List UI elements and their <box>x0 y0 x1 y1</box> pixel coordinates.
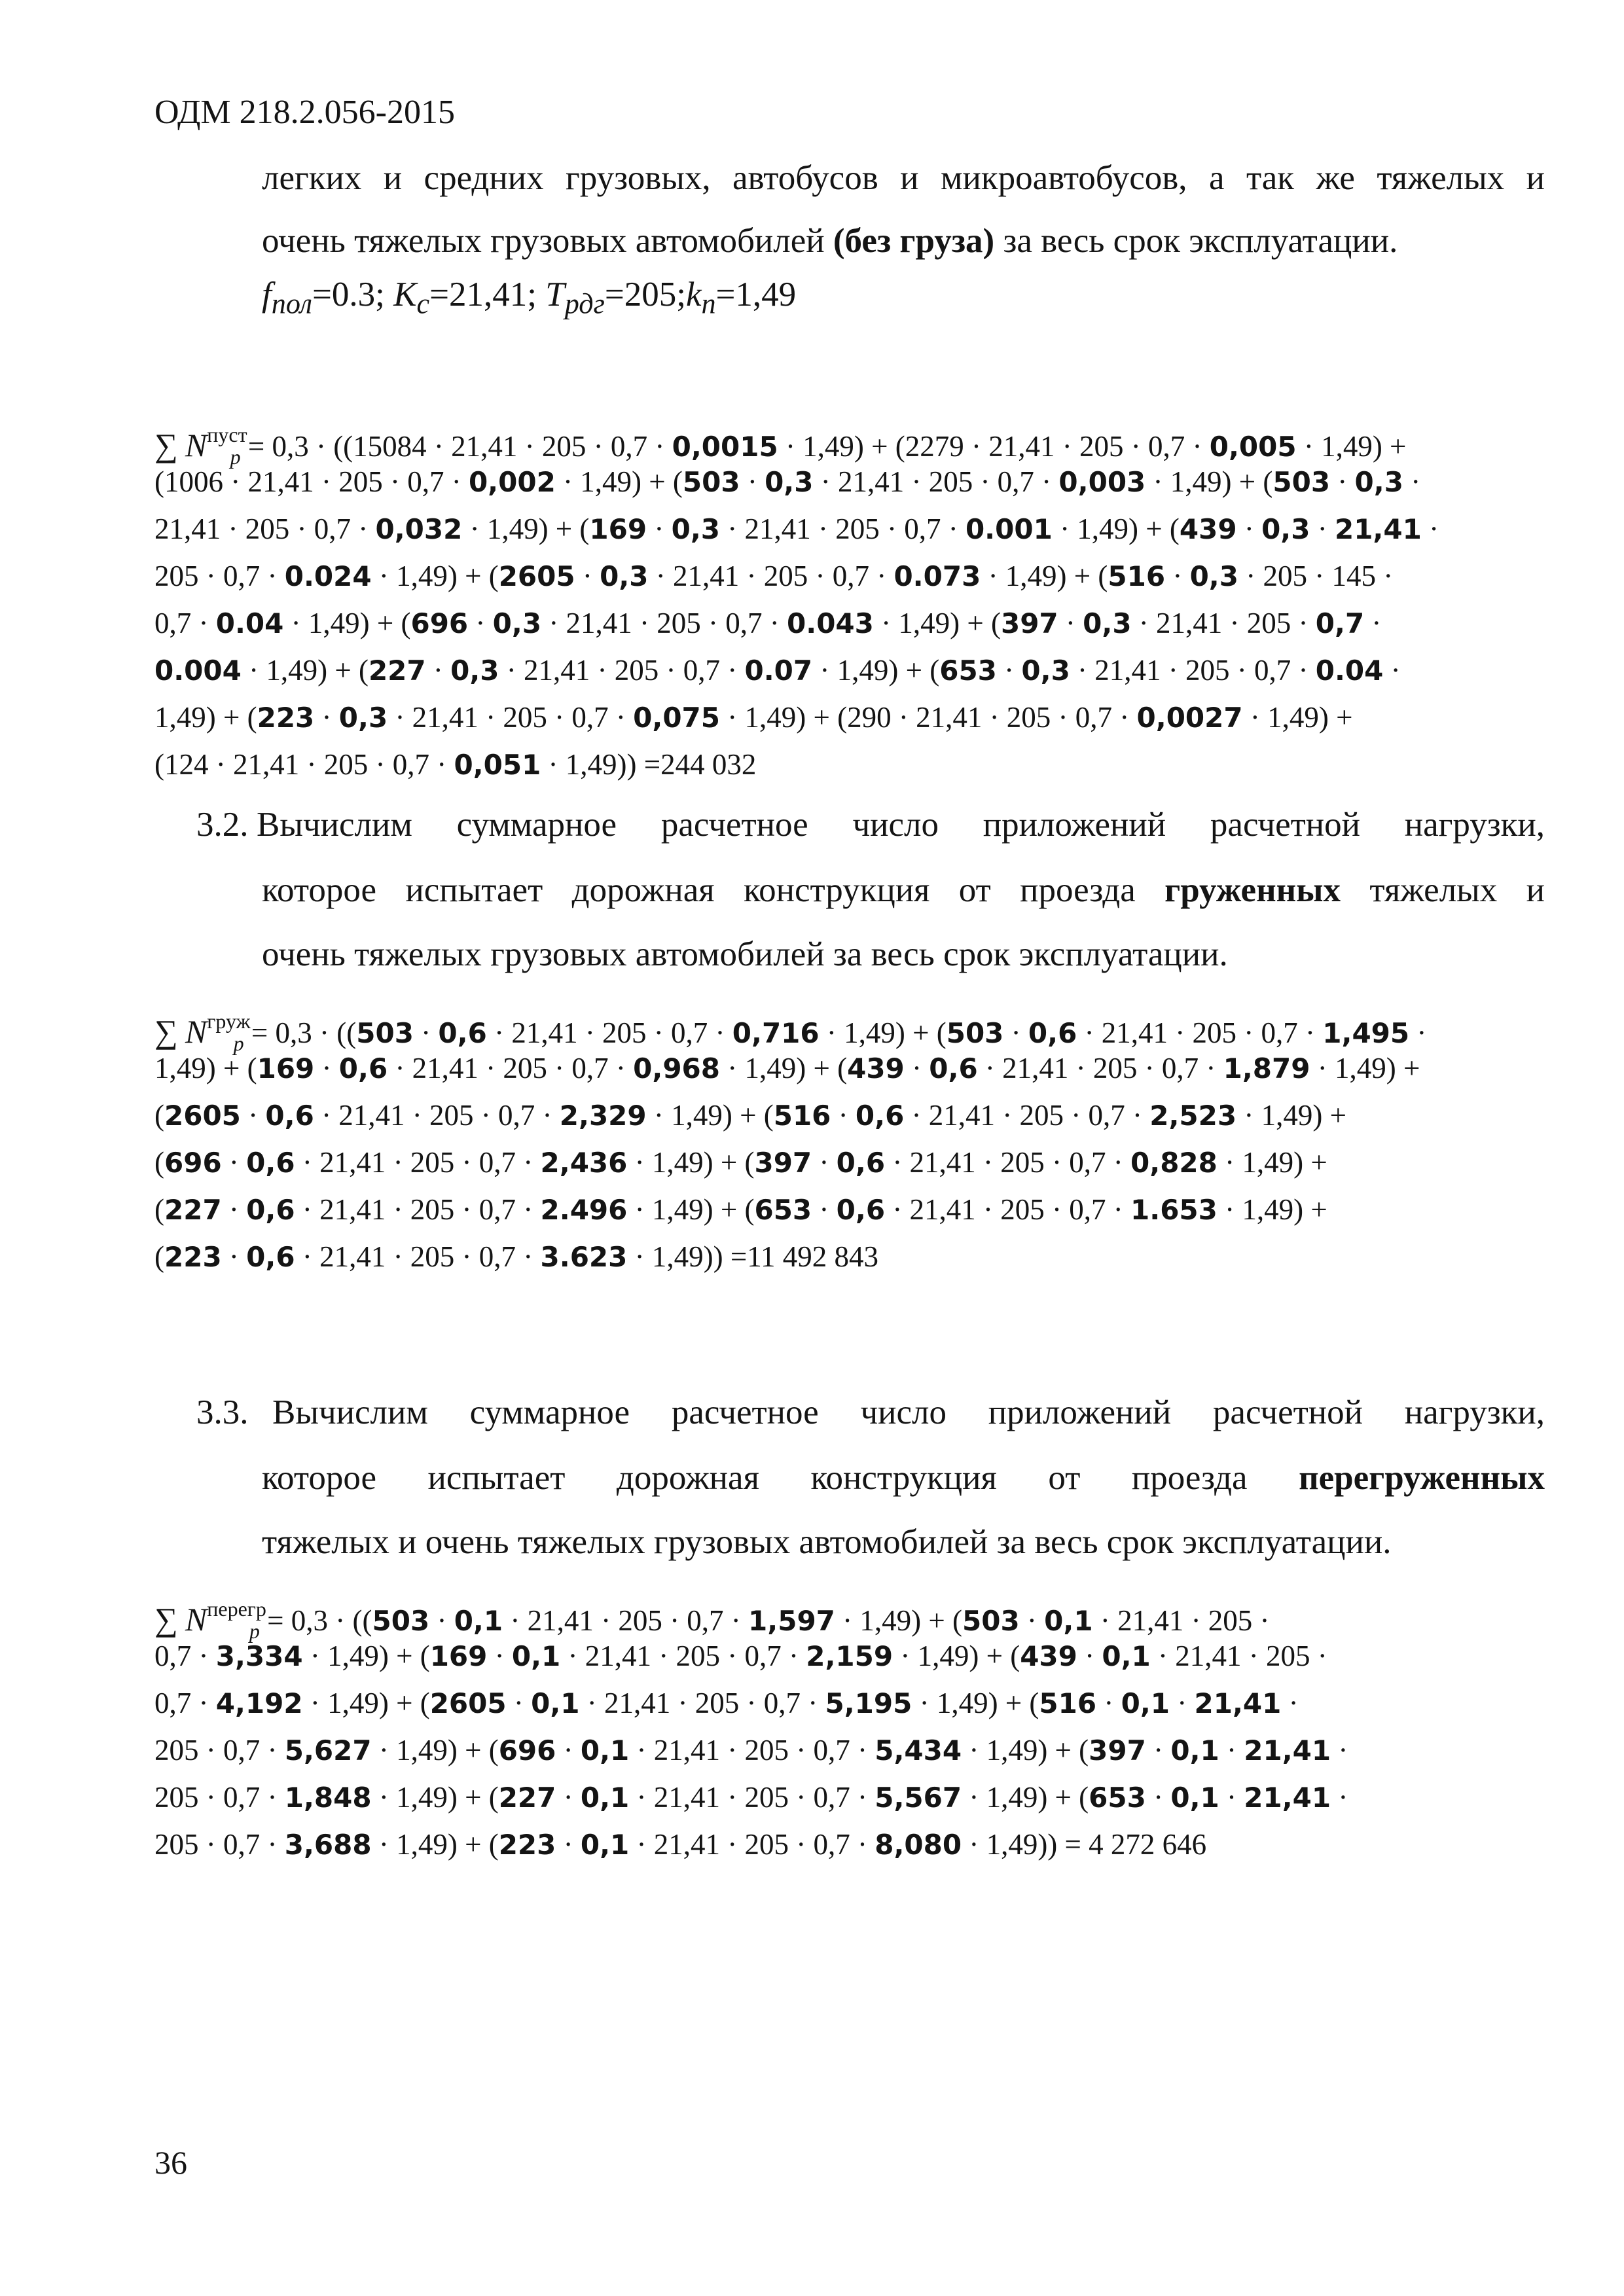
equation-line: ∑ $N^{груж}_p = 0,3 \cdot ((503 \cdot 0,6 \cdot 21,41 \cdot 205 \cdot 0,7 \cdot 0,716 \cdot 1,49) + (503 \cdot 0,6 \cdot 21,41 \cdot 205 \cdot 0,7 \cdot 1,495$ · <box>154 1009 1427 1055</box>
document-header: ОДМ 218.2.056-2015 <box>154 94 455 131</box>
equation-line: 0,7 · 3,334 · 1,49) + (169 · 0,1 · 21,41 · 205 · 0,7 · 2,159 · 1,49) + (439 · 0,1 · 21,41 · 205 · <box>154 1640 1327 1672</box>
equation-line: (124 · 21,41 · 205 · 0,7 · 0,051 · 1,49)) =244 032 <box>154 748 757 781</box>
equation-line: 21,41 · 205 · 0,7 · 0,032 · 1,49) + (169 · 0,3 · 21,41 · 205 · 0,7 · 0.001 · 1,49) + (439 · 0,3 · 21,41 · <box>154 512 1439 545</box>
sum-symbol: ∑ <box>154 1013 178 1050</box>
section-3-3-number: 3.3. <box>196 1393 249 1431</box>
equation-line: (223 · 0,6 · 21,41 · 205 · 0,7 · 3.623 · 1,49)) =11 492 843 <box>154 1240 879 1273</box>
equation-line: 205 · 0,7 · 1,848 · 1,49) + (227 · 0,1 · 21,41 · 205 · 0,7 · 5,567 · 1,49) + (653 · 0,1 · 21,41 · <box>154 1781 1348 1814</box>
sum-symbol: ∑ <box>154 427 178 463</box>
intro-line-2: очень тяжелых грузовых автомобилей (без груза) за весь срок эксплуатации. <box>262 222 1398 260</box>
section-3-3-line-1: Вычислим суммарное расчетное число приложений расчетной нагрузки, <box>272 1393 1545 1431</box>
equation-loaded <box>154 997 1555 1280</box>
section-3-2-line-1: Вычислим суммарное расчетное число приложений расчетной нагрузки, <box>257 806 1545 844</box>
equation-line: (1006 · 21,41 · 205 · 0,7 · 0,002 · 1,49) + (503 · 0,3 · 21,41 · 205 · 0,7 · 0,003 · 1,49) + (503 · 0,3 · <box>154 465 1421 498</box>
section-3-2-line-2: которое испытает дорожная конструкция от проезда груженных тяжелых и <box>262 871 1545 909</box>
equation-line: 1,49) + (169 · 0,6 · 21,41 · 205 · 0,7 · 0,968 · 1,49) + (439 · 0,6 · 21,41 · 205 · 0,7 · 1,879 · 1,49) + <box>154 1052 1420 1085</box>
equation-line: 205 · 0,7 · 3,688 · 1,49) + (223 · 0,1 · 21,41 · 205 · 0,7 · 8,080 · 1,49)) = 4 272 646 <box>154 1828 1207 1861</box>
equation-line: (227 · 0,6 · 21,41 · 205 · 0,7 · 2.496 · 1,49) + (653 · 0,6 · 21,41 · 205 · 0,7 · 1.653 · 1,49) + <box>154 1193 1327 1226</box>
equation-line: (2605 · 0,6 · 21,41 · 205 · 0,7 · 2,329 · 1,49) + (516 · 0,6 · 21,41 · 205 · 0,7 · 2,523 · 1,49) + <box>154 1099 1346 1132</box>
equation-line: 205 · 0,7 · 0.024 · 1,49) + (2605 · 0,3 · 21,41 · 205 · 0,7 · 0.073 · 1,49) + (516 · 0,3 · 205 · 145 · <box>154 560 1394 592</box>
section-3-2-number: 3.2. <box>196 806 249 844</box>
section-3-3-line-3: тяжелых и очень тяжелых грузовых автомобилей за весь срок эксплуатации. <box>262 1523 1392 1561</box>
equation-line: 0.004 · 1,49) + (227 · 0,3 · 21,41 · 205 · 0,7 · 0.07 · 1,49) + (653 · 0,3 · 21,41 · 205 · 0,7 · 0.04 · <box>154 654 1401 687</box>
equation-empty <box>154 411 1555 788</box>
equation-line: 205 · 0,7 · 5,627 · 1,49) + (696 · 0,1 · 21,41 · 205 · 0,7 · 5,434 · 1,49) + (397 · 0,1 · 21,41 · <box>154 1734 1348 1767</box>
intro-line-1: легких и средних грузовых, автобусов и микроавтобусов, а так же тяжелых и <box>262 159 1545 197</box>
equation-line: 1,49) + (223 · 0,3 · 21,41 · 205 · 0,7 · 0,075 · 1,49) + (290 · 21,41 · 205 · 0,7 · 0,0027 · 1,49) + <box>154 701 1353 734</box>
sum-symbol: ∑ <box>154 1601 178 1638</box>
equation-overloaded <box>154 1585 1555 1868</box>
intro-bold-phrase: (без груза) <box>833 222 995 260</box>
equation-line: ∑ $N^{перегр}_p = 0,3 \cdot ((503 \cdot 0,1 \cdot 21,41 \cdot 205 \cdot 0,7 \cdot 1,597 \cdot 1,49) + (503 \cdot 0,1 \cdot 21,41 \cdot 205$ · <box>154 1597 1270 1643</box>
equation-line: (696 · 0,6 · 21,41 · 205 · 0,7 · 2,436 · 1,49) + (397 · 0,6 · 21,41 · 205 · 0,7 · 0,828 · 1,49) + <box>154 1146 1327 1179</box>
section-3-3-line-2: которое испытает дорожная конструкция от проезда перегруженных <box>262 1459 1545 1497</box>
parameters-line: $f_{пол}=0.3$; $K_с=21,41$; $T_{рдг}=205;k_п=1,49$ <box>262 276 797 320</box>
equation-line: ∑ $N^{пуст}_p = 0,3 \cdot ((15084 \cdot 21,41 \cdot 205 \cdot 0,7 \cdot 0,0015 \cdot 1,49) + (2279 \cdot 21,41 \cdot 205 \cdot 0,7 \cdot 0,005 \cdot 1,49)$ + <box>154 423 1407 469</box>
equation-line: 0,7 · 0.04 · 1,49) + (696 · 0,3 · 21,41 · 205 · 0,7 · 0.043 · 1,49) + (397 · 0,3 · 21,41 · 205 · 0,7 · <box>154 607 1382 639</box>
page-number: 36 <box>154 2144 187 2181</box>
section-3-2-line-3: очень тяжелых грузовых автомобилей за весь срок эксплуатации. <box>262 935 1228 973</box>
equation-line: 0,7 · 4,192 · 1,49) + (2605 · 0,1 · 21,41 · 205 · 0,7 · 5,195 · 1,49) + (516 · 0,1 · 21,41 · <box>154 1687 1299 1719</box>
